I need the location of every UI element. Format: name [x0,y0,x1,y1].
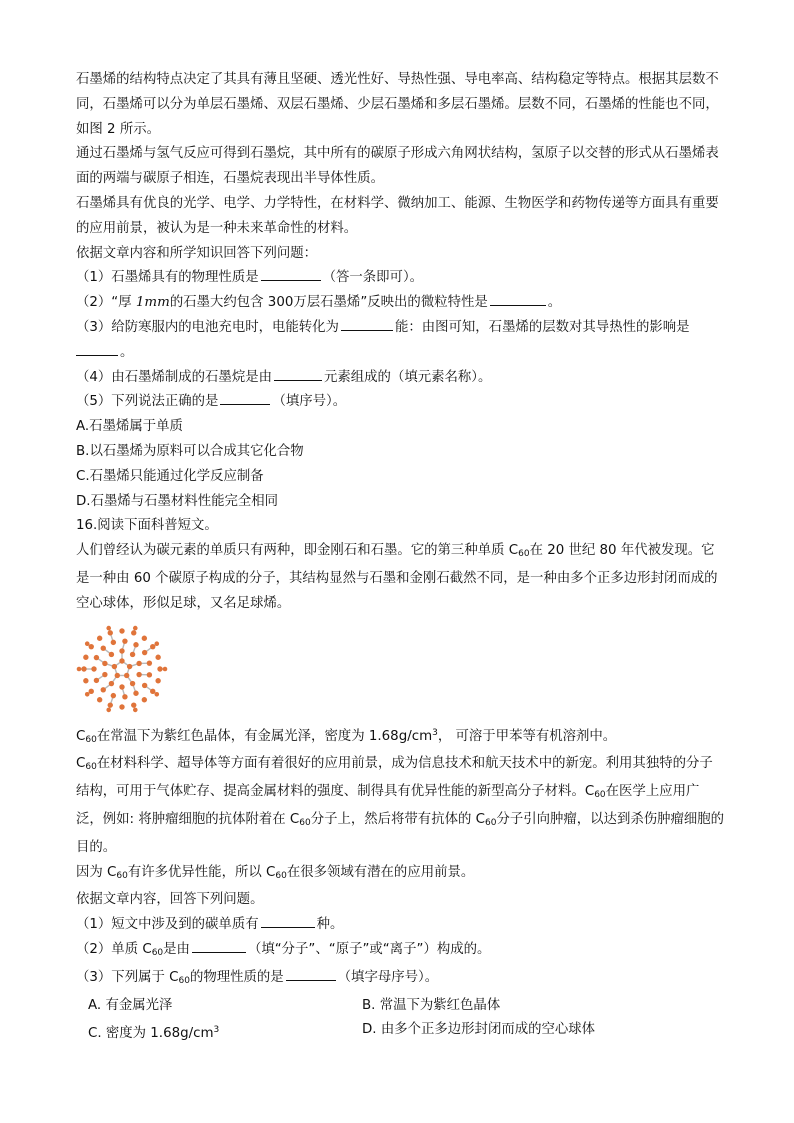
c60-atom [136,671,141,676]
c60-atom [155,654,160,659]
answer-blank[interactable] [261,266,321,281]
c60-atom [133,707,138,712]
c60-atom [119,648,124,653]
q15-option-d[interactable]: D.石墨烯与石墨材料性能完全相同 [76,493,279,509]
q16-1: （1）短文中涉及到的碳单质有 种。 [76,913,726,938]
q16-2: （2）单质 $C_{60}$是由 （填“分子”、“原子”或“离子”）构成的。 [76,938,726,966]
q16-heading: 16.阅读下面科普短文。 [76,518,218,534]
q16-options-row-1 [76,994,726,1019]
c60-atom [119,684,124,689]
c60-atom [150,643,155,648]
c60-atom [83,678,88,683]
q16-paragraph-1: 人们曾经认为碳元素的单质只有两种，即金刚石和石墨。它的第三种单质 $C_{60}$在 20 世纪 80 年代被发现。它是一种由 60 个碳原子构成的分子，其结构显然与石墨和金刚石截然不同，是一种由多个正多边形封闭而成的空心球体，形似足球，又名足球烯。 [76,543,718,611]
c60-atom [142,635,147,640]
q15-2: （2）“厚 1mm的石墨大约包含 300万层石墨烯”反映出的微粒特性是 。 [76,291,726,316]
c60-atom [102,671,107,676]
c60-molecule-icon [76,623,168,715]
q16-paragraph-3: $C_{60}$在材料科学、超导体等方面有着很好的应用前景，成为信息技术和航天技术中的新宠。利用其独特的分子结构，可用于气体贮存、提高金属材料的强度、制得具有优异性能的新型高分子材料。$C_{60}$在医学上应用广泛，例如: 将肿瘤细胞的抗体附着在 $C_{60}$分子上，然后将带有抗体的 $C_{60}$分子引向肿瘤，以达到杀伤肿瘤细胞的目的。 [76,756,725,855]
c60-atom [89,688,94,693]
answer-blank[interactable] [490,291,546,306]
c60-atom [111,639,116,644]
c60-atom [108,630,113,635]
paragraph-graphane: 通过石墨烯与氢气反应可得到石墨烷，其中所有的碳原子形成六角网状结构，氢原子以交替的形式从石墨烯表面的两端与碳原子相连，石墨烷表现出半导体性质。 [76,146,719,187]
c60-atom [163,666,168,671]
c60-atom [119,704,124,709]
c60-atom [91,666,96,671]
c60-atom [101,687,106,692]
q15-1: （1）石墨烯具有的物理性质是 （答一条即可）。 [76,266,726,291]
paragraph-graphene-applications: 石墨烯具有优良的光学、电学、力学特性，在材料学、微纳加工、能源、生物医学和药物传递等方面具有重要的应用前景，被认为是一种未来革命性的材料。 [76,195,719,236]
c60-atom [142,682,147,687]
c60-atom [101,645,106,650]
answer-blank[interactable] [76,341,118,356]
c60-atom [115,672,120,677]
questions-intro: 依据文章内容和所学知识回答下列问题： [76,245,318,261]
c60-atom [109,651,114,656]
c60-atom [112,663,117,668]
c60-atom [150,688,155,693]
c60-atom [122,638,127,643]
c60-atom [108,702,113,707]
c60-atom [81,666,86,671]
q16-paragraph-2: $C_{60}$在常温下为紫红色晶体，有金属光泽，密度为 $1.68g/cm^3$， 可溶于甲苯等有机溶剂中。 [76,727,617,745]
q15-option-c[interactable]: C.石墨烯只能通过化学反应制备 [76,468,264,484]
answer-blank[interactable] [261,913,315,928]
c60-atom [147,672,152,677]
c60-atom [136,660,141,665]
c60-atom [94,677,99,682]
c60-molecule-figure [76,623,168,715]
c60-atom [131,702,136,707]
c60-atom [89,643,94,648]
c60-atom [142,697,147,702]
q16-questions-intro: 依据文章内容，回答下列问题。 [76,892,264,908]
answer-blank[interactable] [192,938,246,953]
q16-paragraph-4: 因为 $C_{60}$有许多优异性能，所以 $C_{60}$在很多领域有潜在的应用前景。 [76,864,475,881]
c60-atom [119,628,124,633]
c60-atom [157,666,162,671]
q16-3: （3）下列属于 $C_{60}$的物理性质的是 （填字母序号）。 [76,966,726,994]
c60-atom [127,663,132,668]
answer-blank[interactable] [341,316,393,331]
answer-blank[interactable] [220,390,270,405]
c60-atom [133,625,138,630]
c60-atom [85,692,90,697]
c60-atom [77,666,82,671]
answer-blank[interactable] [286,966,336,981]
c60-atom [154,692,159,697]
c60-atom [124,672,129,677]
c60-atom [142,649,147,654]
q15-4: （4）由石墨烯制成的石墨烷是由 元素组成的（填元素名称）。 [76,366,726,391]
paragraph-graphene-structure: 石墨烯的结构特点决定了其具有薄且坚硬、透光性好、导热性强、导电率高、结构稳定等特点。根据其层数不同，石墨烯可以分为单层石墨烯、双层石墨烯、少层石墨烯和多层石墨烯。层数不同，石墨烯的性能也不同，如图 2 所示。 [76,72,719,137]
c60-atom [102,660,107,665]
c60-atom [106,707,111,712]
c60-atom [133,690,138,695]
c60-atom [85,641,90,646]
c60-atom [111,692,116,697]
c60-atom [130,651,135,656]
c60-atom [147,660,152,665]
c60-atom [97,697,102,702]
c60-atom [97,635,102,640]
c60-atom [122,694,127,699]
q16-option-b[interactable]: B. 常温下为紫红色晶体 [362,997,501,1013]
c60-atom [94,654,99,659]
c60-atom [106,625,111,630]
q16-options-row-2 [76,1018,726,1047]
c60-atom [130,680,135,685]
q15-option-b[interactable]: B.以石墨烯为原料可以合成其它化合物 [76,443,304,459]
document-body [76,68,726,1047]
c60-atom [83,654,88,659]
c60-atom [109,680,114,685]
q15-option-a[interactable]: A.石墨烯属于单质 [76,419,183,435]
q16-option-c[interactable]: C. 密度为 $1.68g/cm^3$ [88,1025,220,1042]
q15-5: （5）下列说法正确的是 （填序号）。 [76,390,726,415]
c60-atom [119,658,124,663]
answer-blank[interactable] [274,366,322,381]
c60-atom [133,642,138,647]
q15-3: （3）给防寒服内的电池充电时，电能转化为 能：由图可知，石墨烯的层数对其导热性的影响是 。 [76,316,726,366]
c60-atom [155,678,160,683]
c60-atom [154,641,159,646]
q16-option-d[interactable]: D. 由多个正多边形封闭而成的空心球体 [362,1022,596,1038]
q16-option-a[interactable]: A. 有金属光泽 [88,997,173,1013]
c60-atom [131,630,136,635]
